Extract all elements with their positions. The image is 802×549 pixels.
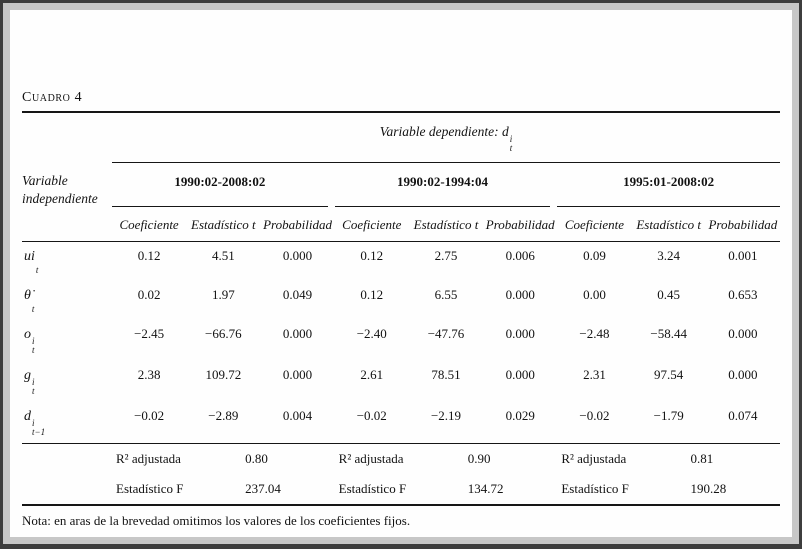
value-cell: −66.76	[205, 326, 242, 342]
summary-row-r2	[22, 444, 780, 474]
dependent-variable-row	[22, 113, 780, 163]
dependent-var-sub: t	[509, 143, 513, 153]
var-scripts	[32, 378, 35, 396]
value-cell: 0.000	[282, 326, 313, 342]
table-row	[22, 281, 780, 320]
value-cell: 0.006	[505, 248, 535, 264]
value-cell: 0.000	[282, 367, 313, 383]
dependent-variable-label	[112, 113, 780, 163]
variable-label	[22, 282, 112, 320]
dependent-var-sup: i	[509, 134, 513, 144]
var-sub: t	[35, 265, 39, 276]
value-cell: 2.75	[434, 248, 458, 264]
value-cell: 2.31	[583, 367, 606, 383]
variable-label	[22, 403, 112, 443]
table-row	[22, 242, 780, 281]
table-row	[22, 402, 780, 443]
value-cell: −2.48	[579, 326, 610, 342]
var-scripts	[32, 419, 45, 437]
summary-group-3	[557, 474, 780, 504]
value-cell: −0.02	[134, 408, 165, 424]
value-cell: 6.55	[434, 287, 458, 303]
summary-value: 190.28	[690, 481, 727, 497]
value-cell: 0.074	[728, 408, 758, 424]
var-base: θ̇	[24, 288, 31, 304]
value-cell: 97.54	[654, 367, 684, 383]
summary-group-2	[335, 444, 558, 474]
value-cell: 0.000	[282, 248, 313, 264]
spacer-cell	[22, 444, 112, 474]
summary-group-2	[335, 474, 558, 504]
value-cell: −58.44	[650, 326, 687, 342]
variable-label	[22, 321, 112, 361]
summary-label: Estadístico F	[338, 481, 407, 497]
table-title: Cuadro 4	[22, 90, 83, 105]
spacer-cell	[22, 113, 112, 163]
var-base: ui	[24, 249, 35, 265]
spacer-cell	[22, 207, 112, 241]
value-cell: −2.40	[356, 326, 387, 342]
period-header-1: 1990:02-2008:02	[112, 163, 328, 207]
summary-group-1	[112, 444, 335, 474]
value-cell: 0.000	[505, 287, 535, 303]
period-header-2: 1990:02-1994:04	[335, 163, 551, 207]
value-cell: −2.19	[430, 408, 462, 424]
value-cell: 0.12	[360, 287, 384, 303]
var-scripts	[32, 337, 35, 355]
value-cell: 0.02	[137, 287, 161, 303]
period-header-3: 1995:01-2008:02	[557, 163, 780, 207]
period-header-row	[22, 163, 780, 207]
column-header-row	[22, 207, 780, 241]
var-base: o	[24, 327, 31, 343]
value-cell: 0.004	[282, 408, 313, 424]
value-cell: −47.76	[427, 326, 465, 342]
value-cell: 0.000	[728, 326, 758, 342]
value-cell: 0.12	[137, 248, 161, 264]
col-header-coeficiente-1: Coeficiente	[119, 217, 179, 233]
summary-value: 0.80	[245, 451, 268, 467]
var-scripts	[32, 296, 35, 314]
value-cell: 0.45	[657, 287, 681, 303]
var-sup: i	[32, 336, 35, 347]
summary-label: R² adjustada	[116, 451, 181, 467]
value-cell: 0.12	[360, 248, 384, 264]
value-cell: 3.24	[657, 248, 681, 264]
var-sup: i	[32, 377, 35, 388]
col-header-probabilidad-2: Probabilidad	[485, 217, 555, 233]
summary-row-f	[22, 474, 780, 504]
value-cell: −2.45	[134, 326, 165, 342]
value-cell: −0.02	[579, 408, 610, 424]
value-cell: 0.000	[728, 367, 758, 383]
var-scripts	[36, 257, 39, 275]
summary-value: 0.90	[467, 451, 491, 467]
rule-bottom	[22, 504, 780, 506]
table-note: Nota: en aras de la brevedad omitimos los valores de los coeficientes fijos.	[22, 513, 411, 529]
value-cell: −0.02	[356, 408, 387, 424]
value-cell: 0.000	[505, 367, 535, 383]
variable-label	[22, 362, 112, 402]
var-sub: t−1	[32, 427, 46, 438]
variable-label	[22, 243, 112, 281]
spacer-cell	[22, 474, 112, 504]
table-row	[22, 320, 780, 361]
col-header-estadistico-3: Estadístico t	[636, 217, 701, 233]
value-cell: 0.049	[282, 287, 313, 303]
summary-value: 134.72	[467, 481, 504, 497]
var-base: g	[24, 368, 31, 384]
dependent-var-base: d	[501, 124, 509, 139]
summary-value: 0.81	[690, 451, 714, 467]
document-page	[10, 10, 792, 537]
value-cell: 0.00	[583, 287, 606, 303]
col-header-probabilidad-1: Probabilidad	[263, 217, 332, 233]
table-block	[10, 10, 792, 529]
value-cell: 4.51	[211, 248, 235, 264]
summary-label: R² adjustada	[338, 451, 404, 467]
col-header-estadistico-2: Estadístico t	[413, 217, 479, 233]
var-sub: t	[31, 304, 35, 315]
col-header-estadistico-1: Estadístico t	[191, 217, 256, 233]
col-header-probabilidad-3: Probabilidad	[708, 217, 778, 233]
value-cell: 0.029	[505, 408, 535, 424]
dependent-prefix: Variable dependiente:	[379, 124, 502, 139]
value-cell: 0.001	[728, 248, 758, 264]
var-sub: t	[32, 345, 35, 356]
value-cell: 2.38	[137, 367, 161, 383]
col-header-coeficiente-2: Coeficiente	[342, 217, 402, 233]
value-cell: 78.51	[431, 367, 461, 383]
value-cell: 0.653	[728, 287, 758, 303]
var-sup: i	[32, 418, 35, 429]
value-cell: 0.000	[505, 326, 535, 342]
summary-group-1	[112, 474, 335, 504]
value-cell: −2.89	[208, 408, 239, 424]
summary-label: R² adjustada	[561, 451, 627, 467]
value-cell: 1.97	[211, 287, 235, 303]
summary-value: 237.04	[245, 481, 281, 497]
value-cell: 109.72	[205, 367, 242, 383]
col-header-coeficiente-3: Coeficiente	[564, 217, 625, 233]
summary-group-3	[557, 444, 780, 474]
value-cell: −1.79	[653, 408, 684, 424]
var-base: d	[24, 409, 31, 425]
table-row	[22, 361, 780, 402]
summary-label: Estadístico F	[561, 481, 629, 497]
value-cell: 0.09	[583, 248, 606, 264]
var-sub: t	[32, 386, 35, 397]
value-cell: 2.61	[360, 367, 384, 383]
summary-label: Estadístico F	[116, 481, 184, 497]
independent-variable-label: Variable independiente	[22, 173, 98, 206]
dependent-var-scripts	[510, 135, 513, 153]
